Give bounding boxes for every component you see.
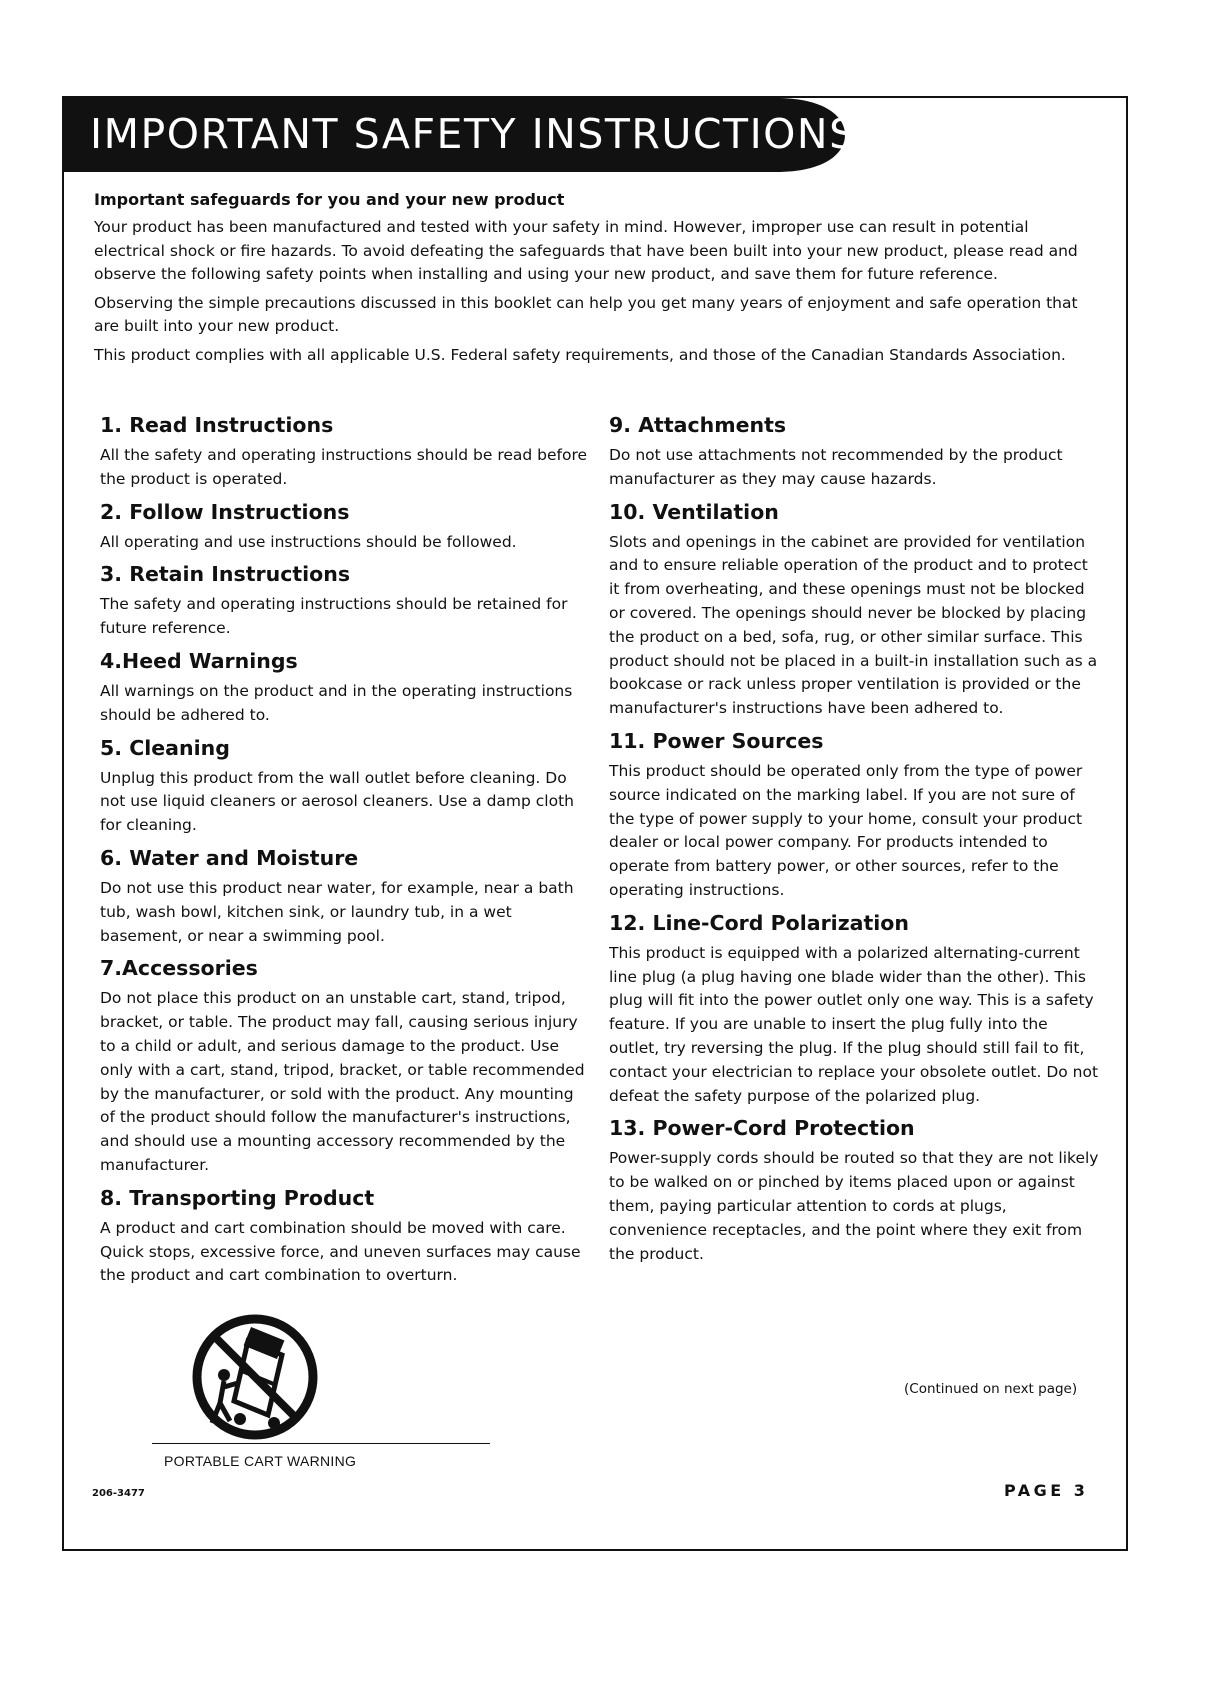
intro-heading: Important safeguards for you and your new product	[94, 190, 565, 209]
section-title: 10. Ventilation	[609, 499, 779, 524]
section-accessories	[100, 955, 590, 1177]
section-line-cord-polarization	[609, 910, 1099, 1109]
section-title: 12. Line-Cord Polarization	[609, 910, 909, 935]
section-attachments	[609, 412, 1099, 492]
section-read-instructions	[100, 412, 590, 492]
intro-paragraph: This product complies with all applicable U.S. Federal safety requirements, and those of the Canadian Standards Association.	[94, 345, 1066, 364]
section-text: This product is equipped with a polarized alternating-current line plug (a plug having one blade wider than the other). This plug will fit into the power outlet only one way. This is a safety feature. If you are unable to insert the plug fully into the outlet, try reversing the plug. If the plug should still fail to fit, contact your electrician to replace your obsolete outlet. Do not defeat the safety purpose of the polarized plug.	[609, 943, 1099, 1105]
section-retain-instructions	[100, 561, 590, 641]
intro-block	[94, 189, 1104, 372]
section-power-sources	[609, 728, 1099, 903]
section-text: This product should be operated only from the type of power source indicated on the marking label. If you are not sure of the type of power supply to your home, consult your product dealer or local power company. For products intended to operate from battery power, or other sources, refer to the operating instructions.	[609, 761, 1083, 899]
section-cleaning	[100, 735, 590, 838]
section-title: 8. Transporting Product	[100, 1185, 375, 1210]
section-text: Do not place this product on an unstable cart, stand, tripod, bracket, or table. The product may fall, causing serious injury to a child or adult, and serious damage to the product. Use only with a cart, stand, tripod, bracket, or table recommended by the manufacturer, or sold with the product. Any mounting of the product should follow the manufacturer's instructions, and should use a mounting accessory recommended by the manufacturer.	[100, 989, 585, 1174]
section-title: 7.Accessories	[100, 956, 258, 981]
portable-cart-warning-icon	[190, 1311, 320, 1443]
section-title: 9. Attachments	[609, 413, 787, 437]
title-banner	[64, 98, 857, 172]
section-title: 13. Power-Cord Protection	[609, 1116, 915, 1141]
section-transporting-product	[100, 1185, 590, 1288]
document-code: 206-3477	[92, 1488, 145, 1499]
section-text: The safety and operating instructions should be retained for future reference.	[100, 595, 568, 638]
figure-rule	[152, 1443, 490, 1444]
section-text: A product and cart combination should be moved with care. Quick stops, excessive force, and uneven surfaces may cause the product and cart combination to overturn.	[100, 1218, 581, 1285]
section-text: All warnings on the product and in the operating instructions should be adhered to.	[100, 681, 573, 724]
page-title: IMPORTANT SAFETY INSTRUCTIONS	[90, 110, 857, 158]
page-number: PAGE 3	[1004, 1481, 1089, 1500]
section-text: All operating and use instructions should be followed.	[100, 532, 517, 551]
section-text: Do not use attachments not recommended by the product manufacturer as they may cause hazards.	[609, 446, 1063, 488]
section-heed-warnings	[100, 648, 590, 728]
section-title: 4.Heed Warnings	[100, 648, 298, 673]
page-frame	[62, 96, 1128, 1551]
section-text: Unplug this product from the wall outlet before cleaning. Do not use liquid cleaners or aerosol cleaners. Use a damp cloth for cleaning.	[100, 768, 574, 835]
section-power-cord-protection	[609, 1115, 1099, 1266]
section-title: 3. Retain Instructions	[100, 562, 351, 587]
left-column	[100, 412, 590, 1295]
section-text: Power-supply cords should be routed so that they are not likely to be walked on or pinched by items placed upon or against them, paying particular attention to cords at plugs, convenience receptacles, and the point where they exit from the product.	[609, 1149, 1099, 1263]
right-column	[609, 412, 1099, 1273]
intro-paragraph: Observing the simple precautions discussed in this booklet can help you get many years of enjoyment and safe operation that are built into your new product.	[94, 293, 1078, 335]
continued-note: (Continued on next page)	[904, 1381, 1078, 1397]
section-title: 11. Power Sources	[609, 728, 824, 753]
section-title: 5. Cleaning	[100, 735, 230, 760]
section-water-and-moisture	[100, 845, 590, 948]
intro-paragraph: Your product has been manufactured and tested with your safety in mind. However, improper use can result in potential electrical shock or fire hazards. To avoid defeating the safeguards that have been built into your new product, please read and observe the following safety points when installing and using your new product, and save them for future reference.	[94, 218, 1078, 283]
section-title: 2. Follow Instructions	[100, 499, 350, 524]
section-follow-instructions	[100, 499, 590, 555]
section-title: 1. Read Instructions	[100, 413, 334, 437]
section-text: All the safety and operating instructions should be read before the product is operated.	[100, 446, 588, 488]
portable-cart-figure	[152, 1311, 492, 1481]
section-title: 6. Water and Moisture	[100, 845, 359, 870]
section-text: Do not use this product near water, for example, near a bath tub, wash bowl, kitchen sink, or laundry tub, in a wet basement, or near a swimming pool.	[100, 878, 574, 945]
figure-caption: PORTABLE CART WARNING	[164, 1453, 357, 1469]
section-ventilation	[609, 499, 1099, 721]
section-text: Slots and openings in the cabinet are provided for ventilation and to ensure reliable operation of the product and to protect it from overheating, and these openings must not be blocked or covered. The openings should never be blocked by placing the product on a bed, sofa, rug, or other similar surface. This product should not be placed in a built-in installation such as a bookcase or rack unless proper ventilation is provided or the manufacturer's instructions have been adhered to.	[609, 532, 1098, 718]
